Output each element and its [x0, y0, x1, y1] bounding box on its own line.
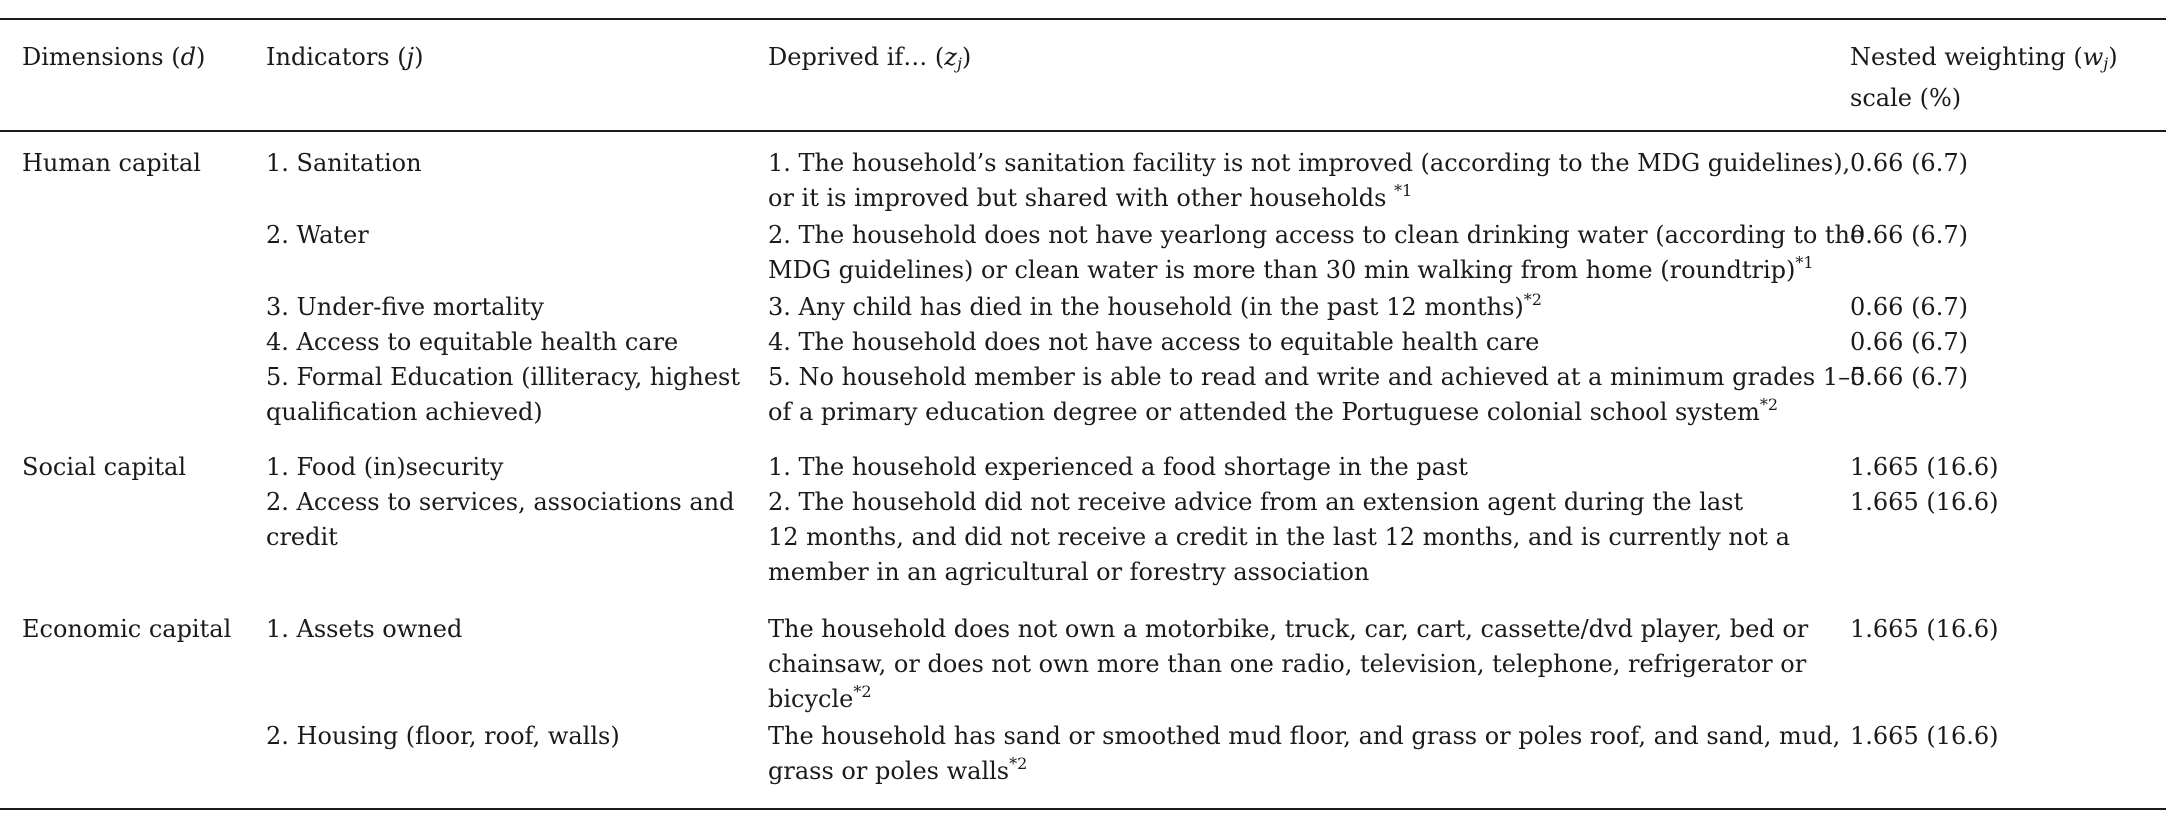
indicator-cell: 2. Water — [266, 221, 369, 249]
header-indicators: Indicators (j) — [266, 43, 424, 71]
weight-cell: 0.66 (6.7) — [1850, 221, 1968, 249]
weight-cell: 1.665 (16.6) — [1850, 453, 1999, 481]
deprived-line: chainsaw, or does not own more than one radio, television, telephone, refrigerator or — [768, 650, 1807, 678]
deprived-cell — [768, 719, 1840, 789]
deprived-line: MDG guidelines) or clean water is more than 30 min walking from home (roundtrip) — [768, 256, 1796, 284]
indicator-cell: 1. Assets owned — [266, 615, 463, 643]
header-dimensions-label: Dimensions — [22, 43, 164, 71]
indicator-line: credit — [266, 523, 338, 551]
table-header-rule — [0, 130, 2166, 132]
deprived-line: 1. The household’s sanitation facility is not improved (according to the MDG guidelines), — [768, 149, 1851, 177]
weight-cell: 0.66 (6.7) — [1850, 328, 1968, 356]
footnote-marker: *2 — [1759, 395, 1779, 414]
deprived-cell — [768, 290, 1542, 325]
indicator-line: qualification achieved) — [266, 398, 543, 426]
indicator-cell: 4. Access to equitable health care — [266, 328, 679, 356]
header-deprived-symbol: z — [944, 43, 957, 71]
dimension-cell: Social capital — [22, 453, 187, 481]
indicator-cell: 2. Housing (floor, roof, walls) — [266, 722, 620, 750]
header-indicators-symbol: j — [406, 43, 415, 71]
indicator-cell: 1. Sanitation — [266, 149, 422, 177]
deprived-line: bicycle — [768, 685, 854, 713]
table-top-rule — [0, 18, 2166, 20]
deprived-line: 3. Any child has died in the household (in the past 12 months) — [768, 293, 1524, 321]
deprived-line: The household does not own a motorbike, truck, car, cart, cassette/dvd player, bed or — [768, 615, 1809, 643]
deprived-line: of a primary education degree or attended the Portuguese colonial school system — [768, 398, 1760, 426]
header-dimensions-symbol: d — [180, 43, 196, 71]
footnote-marker: *1 — [1394, 181, 1413, 200]
dimension-cell: Economic capital — [22, 615, 232, 643]
deprived-cell — [768, 485, 1790, 590]
deprived-line: 2. The household does not have yearlong access to clean drinking water (according to the — [768, 221, 1865, 249]
deprived-line: 12 months, and did not receive a credit in the last 12 months, and is currently not a — [768, 523, 1790, 551]
header-deprived: Deprived if… $(z_j)$ — [768, 43, 972, 73]
weight-cell: 0.66 (6.7) — [1850, 149, 1968, 177]
weight-cell: 0.66 (6.7) — [1850, 363, 1968, 391]
deprived-cell — [768, 360, 1865, 430]
header-weight-symbol: w — [2082, 43, 2104, 71]
table-bottom-rule — [0, 808, 2166, 810]
deprived-line: or it is improved but shared with other households — [768, 184, 1387, 212]
header-weight-label: Nested weighting — [1850, 43, 2066, 71]
header-weight-subscript: j — [2103, 54, 2109, 73]
header-weight-scale: scale (%) — [1850, 84, 1962, 112]
dimension-cell: Human capital — [22, 149, 201, 177]
indicator-cell — [266, 485, 735, 555]
indicator-line: 5. Formal Education (illiteracy, highest — [266, 363, 740, 391]
deprived-cell — [768, 612, 1808, 717]
deprived-cell — [768, 218, 1864, 288]
deprived-cell — [768, 146, 1850, 216]
weight-cell: 1.665 (16.6) — [1850, 615, 1999, 643]
deprived-line: 2. The household did not receive advice from an extension agent during the last — [768, 488, 1744, 516]
indicator-cell: 3. Under-five mortality — [266, 293, 544, 321]
header-dimensions: Dimensions (d) — [22, 43, 206, 71]
footnote-marker: *2 — [1009, 754, 1028, 773]
weight-cell: 1.665 (16.6) — [1850, 722, 1999, 750]
header-deprived-subscript: j — [956, 54, 962, 73]
deprived-cell: 4. The household does not have access to equitable health care — [768, 328, 1540, 356]
indicator-cell: 1. Food (in)security — [266, 453, 504, 481]
weight-cell: 1.665 (16.6) — [1850, 488, 1999, 516]
header-indicators-label: Indicators — [266, 43, 390, 71]
footnote-marker: *2 — [1523, 290, 1542, 309]
footnote-marker: *1 — [1795, 253, 1814, 272]
indicator-cell — [266, 360, 740, 430]
footnote-marker: *2 — [853, 682, 872, 701]
weight-cell: 0.66 (6.7) — [1850, 293, 1968, 321]
deprived-line: 5. No household member is able to read and write and achieved at a minimum grades 1–5 — [768, 363, 1866, 391]
header-deprived-label: Deprived if… — [768, 43, 928, 71]
deprived-line: grass or poles walls — [768, 757, 1010, 785]
deprived-cell: 1. The household experienced a food shortage in the past — [768, 453, 1468, 481]
deprived-line: The household has sand or smoothed mud floor, and grass or poles roof, and sand, mud, — [768, 722, 1841, 750]
header-weight: Nested weighting $(w_j)$ scale (%) — [1850, 43, 2118, 112]
indicator-line: 2. Access to services, associations and — [266, 488, 735, 516]
deprived-line: member in an agricultural or forestry association — [768, 558, 1370, 586]
